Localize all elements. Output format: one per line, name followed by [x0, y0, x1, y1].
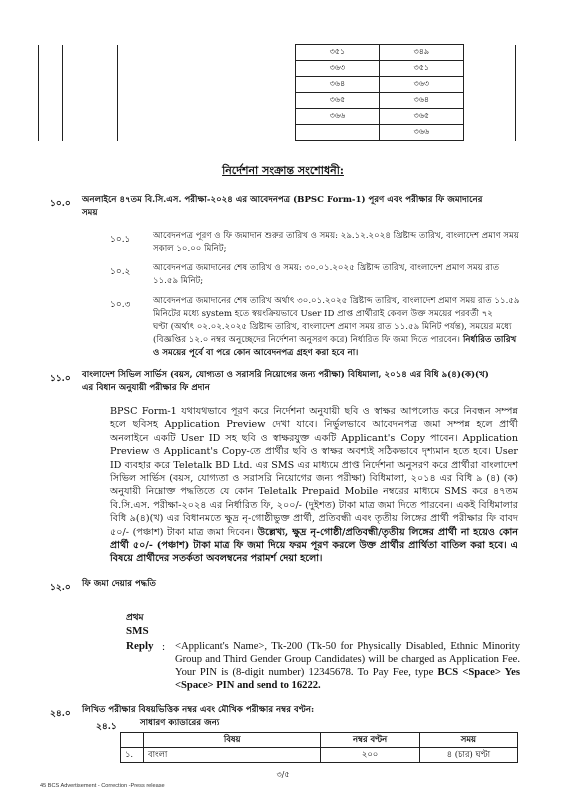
table-cell: ৩৫১ — [295, 45, 379, 61]
item-10-1-line1: আবেদনপত্র পূরণ ও ফি জমাদান শুরুর তারিখ ও সময়: ২৯.১২.২০২৪ খ্রিষ্টাব্দ তারিখ, বাংলাদেশ প্রমাণ সময় — [153, 231, 519, 241]
reply-text — [175, 640, 520, 692]
item-10-3-number: ১০.৩ — [110, 300, 131, 310]
table-cell: বাংলা — [143, 748, 321, 763]
table-cell: ৩৬৫ — [295, 93, 379, 109]
top-table — [38, 44, 516, 141]
para-bold-line: উল্লেখ্য, ক্ষুদ্র নৃ-গোষ্ঠী/প্রতিবন্ধী/তৃতীয় লিঙ্গের প্রার্থী না হয়েও কোন প্রার্থী ৫০/- (পঞ্চাশ) টাকা — [110, 526, 518, 552]
table-cell — [62, 93, 117, 109]
table-cell — [39, 93, 63, 109]
table-cell — [62, 109, 117, 125]
para-line: বি.সি.এস. পরীক্ষা-২০২৪ এর নির্ধারিত ফি, ২০০/- (দুইশত) টাকা মাত্র জমা দিতে পারবেন। একই বিধিমালার বিধি — [110, 499, 518, 525]
section-24-title: লিখিত পরীক্ষার বিষয়ভিত্তিক নম্বর এবং মৌখিক পরীক্ষার নম্বর বণ্টন: — [82, 705, 315, 715]
item-10-3-line4 — [153, 334, 516, 347]
section-11-title: বাংলাদেশ সিভিল সার্ভিস (বয়স, যোগ্যতা ও সরাসরি নিয়োগের জন্য পরীক্ষা) বিধিমালা, ২০১৪ এর বিধি ৯(৪)(ক)(খ) — [82, 370, 489, 380]
table-cell — [39, 77, 63, 93]
table-row — [39, 61, 516, 77]
table-cell: ৩৬৫ — [379, 109, 463, 125]
table-cell: ৩৫১ — [379, 61, 463, 77]
section-10-title: অনলাইনে ৪৭তম বি.সি.এস. পরীক্ষা-২০২৪ এর আবেদনপত্র (BPSC Form-1) পূরণ এবং পরীক্ষার ফি জমাদানের — [82, 195, 483, 205]
para-bold-line: পরামর্শ দেয়া হলো। — [250, 553, 323, 565]
table-cell — [117, 109, 295, 125]
table-header: বিষয় — [143, 733, 321, 748]
marks-table — [120, 732, 518, 763]
table-cell — [117, 125, 295, 141]
table-cell — [62, 45, 117, 61]
label-sms: SMS — [126, 625, 149, 637]
para-line: Preview ও Applicant's Copy-তে প্রার্থীর ছবি ও স্বাক্ষর অবশ্যই সঠিকভাবে দৃশ্যমান হতে হবে। — [110, 446, 491, 458]
reply-text-bold: BCS <Space> Yes <Space> PIN and send to 16222. — [175, 667, 520, 691]
table-cell: ৩৬৩ — [379, 77, 463, 93]
item-10-3-line4-text: (বিজ্ঞপ্তির ১২.০ নম্বর অনুচ্ছেদের নির্দেশনা অনুসরণ করে) নির্ধারিত ফি জমা দিতে পারবেন। — [153, 335, 460, 345]
section-12-title: ফি জমা দেয়ার পদ্ধতি — [82, 579, 156, 589]
para-line: অনুযায়ী নিম্নোক্ত পদ্ধতিতে যে কোন Teletalk Prepaid Mobile নম্বরের মাধ্যমে SMS করে ৪৭তম — [110, 486, 518, 498]
para-line: ৯(৪)(খ) এর বিধানমতে ক্ষুদ্র নৃ-গোষ্ঠীভুক্ত প্রার্থী, প্রতিবন্ধী এবং তৃতীয় লিঙ্গের প্রার্থী পরীক্ষার ফি বাবদ ৫০/- (পঞ্চাশ) — [110, 513, 518, 538]
table-cell — [117, 77, 295, 93]
table-row — [39, 93, 516, 109]
para-line: ছবিসহ Application Preview দেখা যাবে। নির্ভুলভাবে আবেদনপত্র জমা সম্পন্ন হলে প্রার্থী অনলাইনে — [110, 419, 518, 444]
table-header: সময় — [419, 733, 517, 748]
item-10-2-number: ১০.২ — [110, 267, 131, 277]
item-10-3-line4-bold: নির্ধারিত তারিখ — [459, 335, 517, 345]
section-10-number: ১০.০ — [50, 199, 71, 209]
para-line: User ID ব্যবহার করে Teletalk BD Ltd. এর SMS এর মাধ্যমে প্রাপ্ত নির্দেশনা অনুসরণ করে প্রার্থীরা — [110, 446, 518, 471]
item-10-3-line3: ঘণ্টা (অর্থাৎ ০২.০২.২০২৫ খ্রিষ্টাব্দ তারিখ, বাংলাদেশ প্রমাণ সময় রাত ১১.৫৯ মিনিট পর্যন্ত), সময়ের মধ্যে — [153, 322, 512, 332]
table-cell: ২০০ — [321, 748, 419, 763]
page-number: ৩/৫ — [276, 770, 290, 779]
section-11-title-line2: এর বিধান অনুযায়ী পরীক্ষার ফি প্রদান — [82, 383, 210, 393]
table-cell: ৩৬৬ — [295, 109, 379, 125]
table-row — [39, 125, 516, 141]
table-row — [121, 748, 518, 763]
para-line: টাকা মাত্র জমা দিবেন। — [167, 526, 254, 538]
table-cell: ৩৬৩ — [295, 61, 379, 77]
table-cell: ৪ (চার) ঘণ্টা — [419, 748, 517, 763]
para-bold-line: মাত্র ফি জমা দিয়ে ফরম পূরণ করলে উক্ত প্রার্থীর প্রার্থিতা বাতিল করা হবে। এ বিষয়ে প্রার্থীদের সতর্কতা অবলম্বনের — [110, 540, 518, 565]
table-header-row — [121, 733, 518, 748]
item-10-3-line1: আবেদনপত্র জমাদানের শেষ তারিখ অর্থাৎ ৩০.০১.২০২৫ খ্রিষ্টাব্দ তারিখ, বাংলাদেশ প্রমাণ সময় রাত ১১.৫৯ — [153, 296, 520, 306]
table-cell — [463, 61, 515, 77]
item-10-1-number: ১০.১ — [110, 235, 131, 245]
table-cell — [39, 109, 63, 125]
table-cell — [463, 109, 515, 125]
table-cell — [463, 45, 515, 61]
table-header: নম্বর বণ্টন — [321, 733, 419, 748]
item-10-3-line2: মিনিটের মধ্যে system হতে স্বয়ংক্রিয়ভাবে User ID প্রাপ্ত প্রার্থীরাই কেবল উক্ত সময়ের পরবর্তী ৭২ — [153, 309, 493, 319]
para-line: BPSC Form-1 যথাযথভাবে পূরণ করে নির্দেশনা অনুযায়ী ছবি ও স্বাক্ষর আপলোড করে নিবন্ধন সম্পন্ন হলে — [110, 406, 518, 431]
para-line: বাংলাদেশ সিভিল সার্ভিস (বয়স, যোগ্যতা ও সরাসরি নিয়োগের জন্য পরীক্ষা) বিধিমালা, ২০১৪ এর বিধি ৯ (৪) (ক) — [110, 459, 518, 485]
section-24-1-title: সাধারণ ক্যাডারের জন্য — [140, 718, 220, 728]
section-11-number: ১১.০ — [50, 374, 71, 384]
table-cell — [39, 45, 63, 61]
footer-text: 45 BCS Advertisement - Correction -Press release — [40, 783, 165, 789]
table-row — [39, 77, 516, 93]
item-10-2-line2: ১১.৫৯ মিনিট; — [153, 276, 204, 286]
table-cell — [463, 125, 515, 141]
table-row — [39, 109, 516, 125]
table-cell — [463, 77, 515, 93]
reply-colon: : — [162, 641, 166, 653]
table-cell — [117, 45, 295, 61]
table-cell — [463, 93, 515, 109]
label-reply: Reply — [126, 640, 154, 652]
item-10-1-line2: সকাল ১০.০০ মিনিট; — [153, 244, 227, 254]
label-first: প্রথম — [126, 613, 144, 623]
reply-text-body: <Applicant's Name>, Tk-200 (Tk-50 for Physically Disabled, Ethnic Minority Group and Third Gender Group Candidates) will be charged as Application Fee. Your PIN is (8-digit number) 12345678. To Pay Fee, type — [175, 641, 520, 678]
table-cell — [117, 93, 295, 109]
section-11-paragraph — [110, 405, 518, 566]
table-cell: ৩৬৬ — [379, 125, 463, 141]
item-10-2-line1: আবেদনপত্র জমাদানের শেষ তারিখ ও সময়: ৩০.০১.২০২৫ খ্রিষ্টাব্দ তারিখ, বাংলাদেশ প্রমাণ সময় রাত — [153, 263, 500, 273]
section-heading: নির্দেশনা সংক্রান্ত সংশোধনী: — [222, 164, 344, 177]
table-row — [39, 45, 516, 61]
section-12-number: ১২.০ — [50, 583, 71, 593]
item-10-3-line5: ও সময়ের পূর্বে বা পরে কোন আবেদনপত্র গ্রহণ করা হবে না। — [153, 348, 359, 358]
table-cell — [62, 125, 117, 141]
table-cell: ৩৬৪ — [295, 77, 379, 93]
table-header — [121, 733, 144, 748]
section-10-title-line2: সময় — [82, 208, 98, 218]
table-cell — [62, 77, 117, 93]
table-cell — [62, 61, 117, 77]
table-cell: ১. — [121, 748, 144, 763]
section-24-1-number: ২৪.১ — [96, 722, 117, 732]
table-cell — [295, 125, 379, 141]
table-cell — [39, 61, 63, 77]
table-cell — [39, 125, 63, 141]
table-cell: ৩৬৪ — [379, 93, 463, 109]
table-cell — [117, 61, 295, 77]
table-cell: ৩৪৯ — [379, 45, 463, 61]
section-24-number: ২৪.০ — [50, 709, 71, 719]
para-line: একটি User ID সহ ছবি ও স্বাক্ষরযুক্ত একটি Applicant's Copy পাবেন। Application — [153, 432, 519, 444]
